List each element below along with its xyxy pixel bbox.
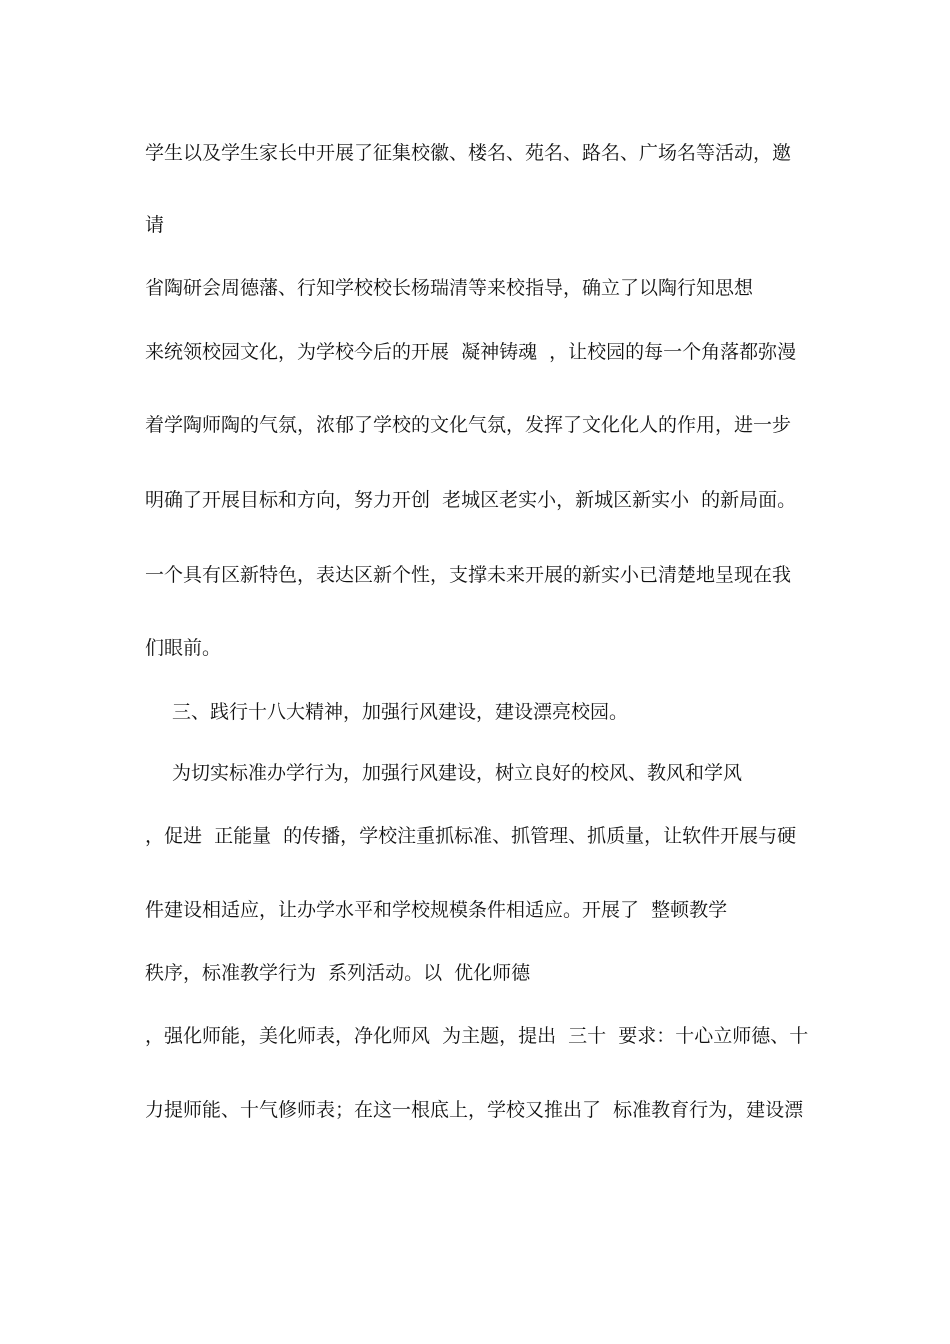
text-line: 来统领校园文化，为学校今后的开展 凝神铸魂 ，让校园的每一个角落都弥漫 <box>145 341 797 363</box>
text-line: 为切实标准办学行为，加强行风建设，树立良好的校风、教风和学风 <box>172 762 743 784</box>
text-line: 省陶研会周德藩、行知学校校长杨瑞清等来校指导，确立了以陶行知思想 <box>145 277 754 299</box>
text-line: 学生以及学生家长中开展了征集校徽、楼名、苑名、路名、广场名等活动，邀 <box>145 142 792 164</box>
section-heading: 三、践行十八大精神，加强行风建设，建设漂亮校园。 <box>172 701 629 723</box>
text-line: 们眼前。 <box>145 637 222 659</box>
text-line: 明确了开展目标和方向，努力开创 老城区老实小，新城区新实小 的新局面。 <box>145 489 797 511</box>
text-line: ，促进 正能量 的传播，学校注重抓标准、抓管理、抓质量，让软件开展与硬 <box>145 825 797 847</box>
text-line: 请 <box>145 214 165 236</box>
text-line: ，强化师能，美化师表，净化师风 为主题，提出 三十 要求：十心立师德、十 <box>145 1025 809 1047</box>
text-line: 一个具有区新特色，表达区新个性，支撑未来开展的新实小已清楚地呈现在我 <box>145 564 792 586</box>
text-line: 秩序，标准教学行为 系列活动。以 优化师德 <box>145 962 531 984</box>
text-line: 力提师能、十气修师表；在这一根底上，学校又推出了 标准教育行为，建设漂 <box>145 1099 804 1121</box>
text-line: 着学陶师陶的气氛，浓郁了学校的文化气氛，发挥了文化化人的作用，进一步 <box>145 414 792 436</box>
text-line: 件建设相适应，让办学水平和学校规模条件相适应。开展了 整顿教学 <box>145 899 728 921</box>
